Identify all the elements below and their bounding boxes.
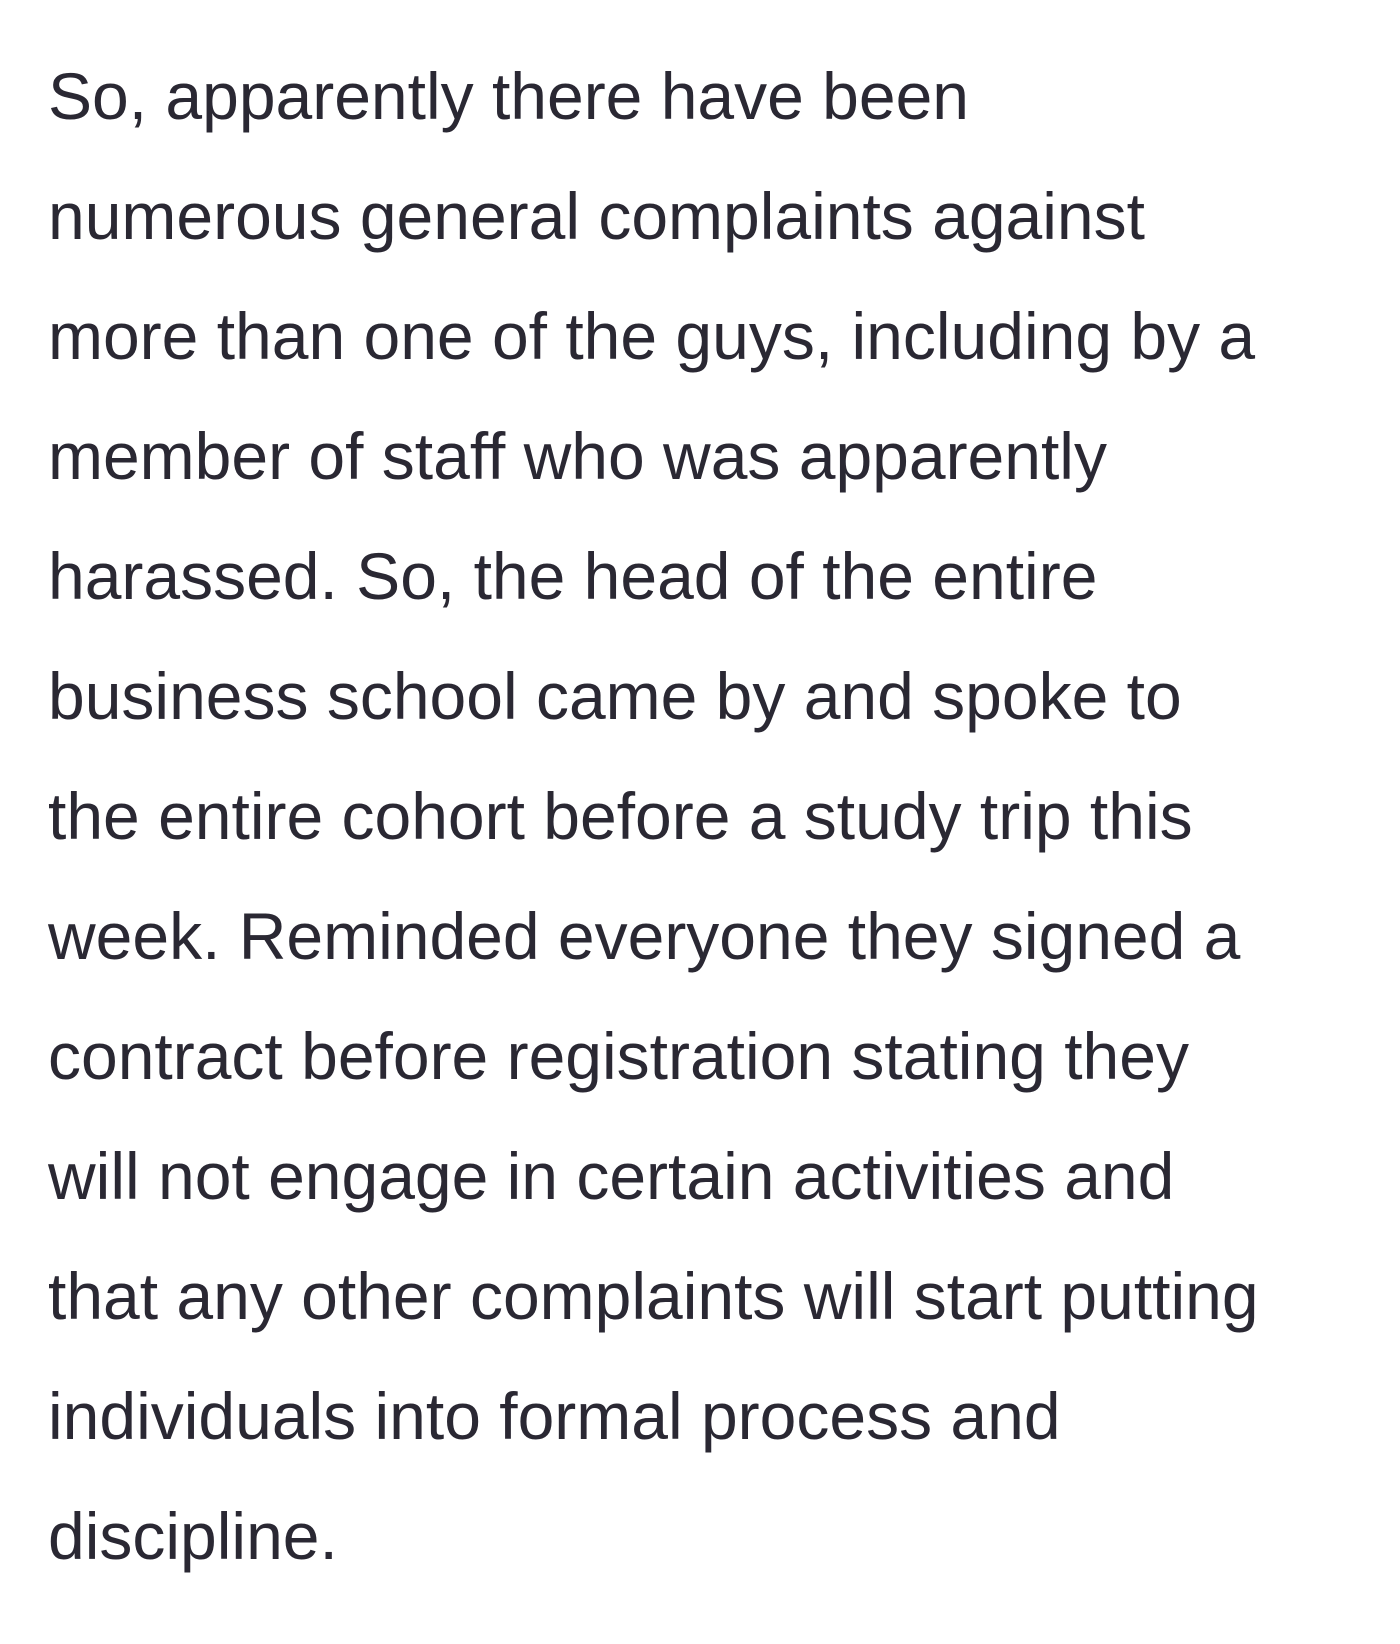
text-line: business school came by and spoke to — [48, 659, 1182, 733]
text-line: member of staff who was apparently — [48, 419, 1107, 493]
text-line: more than one of the guys, including by a — [48, 299, 1256, 373]
text-line: that any other complaints will start putting — [48, 1259, 1259, 1333]
text-line: week. Reminded everyone they signed a — [48, 899, 1241, 973]
text-line: individuals into formal process and — [48, 1379, 1061, 1453]
post-body-text — [48, 36, 1352, 1596]
text-line: the entire cohort before a study trip this — [48, 779, 1193, 853]
text-line: So, apparently there have been — [48, 59, 970, 133]
text-line: will not engage in certain activities and — [48, 1139, 1175, 1213]
text-line: discipline. — [48, 1499, 338, 1573]
text-line: contract before registration stating they — [48, 1019, 1189, 1093]
text-line: harassed. So, the head of the entire — [48, 539, 1098, 613]
text-line: numerous general complaints against — [48, 179, 1145, 253]
